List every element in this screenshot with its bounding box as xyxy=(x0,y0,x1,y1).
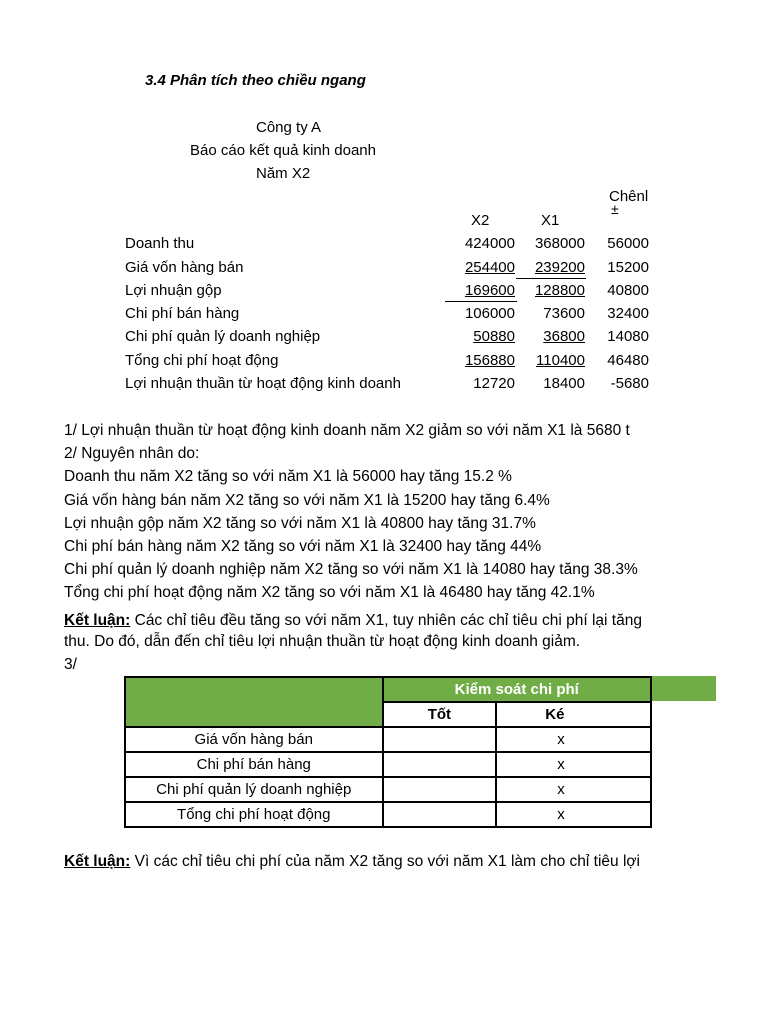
table-row-label: Chi phí quản lý doanh nghiệp xyxy=(125,777,383,802)
row-label: Lợi nhuận thuần từ hoạt động kinh doanh xyxy=(125,375,401,392)
final-conclusion-label: Kết luận: xyxy=(64,853,131,870)
row-diff-value: 14080 xyxy=(607,328,649,345)
row-x2-value: 156880 xyxy=(464,352,515,369)
table-row xyxy=(125,802,651,827)
col-header-x1: X1 xyxy=(541,212,560,229)
row-label: Tổng chi phí hoạt động xyxy=(125,352,279,369)
table-cell-good xyxy=(383,727,497,752)
table-cell-bad: x xyxy=(496,727,651,752)
row-x1-value: 36800 xyxy=(543,328,585,345)
row-x1-value: 239200 xyxy=(534,259,585,276)
table-cell-bad: x xyxy=(496,777,651,802)
analysis-point-3: 3/ xyxy=(64,656,77,673)
row-x1-value: 73600 xyxy=(543,305,585,322)
col-header-bad: Ké xyxy=(496,702,651,727)
company-name: Công ty A xyxy=(256,119,322,136)
section-heading: 3.4 Phân tích theo chiều ngang xyxy=(145,72,366,89)
table-cell-good xyxy=(383,802,497,827)
table-cell-bad: x xyxy=(496,752,651,777)
underline-rule xyxy=(516,278,586,279)
table-row xyxy=(125,777,651,802)
control-group-header: Kiểm soát chi phí xyxy=(383,677,651,702)
table-cell-good xyxy=(383,752,497,777)
cause-line: Chi phí bán hàng năm X2 tăng so với năm X1 là 32400 hay tăng 44% xyxy=(64,538,542,555)
cause-line: Tổng chi phí hoạt động năm X2 tăng so với năm X1 là 46480 hay tăng 42.1% xyxy=(64,584,595,601)
row-diff-value: -5680 xyxy=(610,375,649,392)
col-header-good: Tốt xyxy=(383,702,497,727)
col-header-x2: X2 xyxy=(471,212,490,229)
row-label: Lợi nhuận gộp xyxy=(125,282,222,299)
row-diff-value: 15200 xyxy=(607,259,649,276)
conclusion-text: Các chỉ tiêu đều tăng so với năm X1, tuy nhiên các chỉ tiêu chi phí lại tăng xyxy=(130,612,642,629)
row-x2-value: 12720 xyxy=(473,375,515,392)
table-row-label: Giá vốn hàng bán xyxy=(125,727,383,752)
row-x2-value: 254400 xyxy=(464,259,515,276)
cause-line: Lợi nhuận gộp năm X2 tăng so với năm X1 là 40800 hay tăng 31.7% xyxy=(64,515,536,532)
report-title: Báo cáo kết quả kinh doanh xyxy=(190,142,376,159)
cost-control-table xyxy=(124,676,652,828)
row-x1-value: 18400 xyxy=(543,375,585,392)
cause-line: Chi phí quản lý doanh nghiệp năm X2 tăng so với năm X1 là 14080 hay tăng 38.3% xyxy=(64,561,638,578)
row-diff-value: 46480 xyxy=(607,352,649,369)
row-x2-value: 106000 xyxy=(464,305,515,322)
analysis-point-2: 2/ Nguyên nhân do: xyxy=(64,445,200,462)
row-label: Doanh thu xyxy=(125,235,195,252)
row-x1-value: 128800 xyxy=(534,282,585,299)
table-cell-good xyxy=(383,777,497,802)
conclusion-label: Kết luận: xyxy=(64,612,131,629)
conclusion-paragraph xyxy=(64,612,642,630)
report-year: Năm X2 xyxy=(256,165,311,182)
table-row xyxy=(125,727,651,752)
table-row xyxy=(125,752,651,777)
row-diff-value: 32400 xyxy=(607,305,649,322)
table-row-label: Tổng chi phí hoạt động xyxy=(125,802,383,827)
row-diff-value: 56000 xyxy=(607,235,649,252)
cause-line: Giá vốn hàng bán năm X2 tăng so với năm X1 là 15200 hay tăng 6.4% xyxy=(64,492,550,509)
row-label: Chi phí bán hàng xyxy=(125,305,240,322)
cause-line: Doanh thu năm X2 tăng so với năm X1 là 56000 hay tăng 15.2 % xyxy=(64,468,512,485)
table-cell-bad: x xyxy=(496,802,651,827)
col-header-diff: Chênl xyxy=(609,188,649,205)
row-x1-value: 368000 xyxy=(534,235,585,252)
row-label: Giá vốn hàng bán xyxy=(125,259,244,276)
row-x2-value: 424000 xyxy=(464,235,515,252)
conclusion-line-2: thu. Do đó, dẫn đến chỉ tiêu lợi nhuận thuần từ hoạt động kinh doanh giảm. xyxy=(64,633,581,650)
row-x1-value: 110400 xyxy=(536,352,585,369)
final-conclusion xyxy=(64,853,640,871)
row-x2-value: 169600 xyxy=(464,282,515,299)
row-label: Chi phí quản lý doanh nghiệp xyxy=(125,328,321,345)
table-corner-cell xyxy=(125,677,383,727)
row-diff-value: 40800 xyxy=(607,282,649,299)
underline-rule xyxy=(445,301,517,302)
final-conclusion-text: Vì các chỉ tiêu chi phí của năm X2 tăng so với năm X1 làm cho chỉ tiêu lợi xyxy=(130,853,640,870)
row-x2-value: 50880 xyxy=(473,328,515,345)
col-header-diff-sub: ± xyxy=(611,201,619,217)
analysis-point-1: 1/ Lợi nhuận thuần từ hoạt động kinh doanh năm X2 giảm so với năm X1 là 5680 t xyxy=(64,422,630,439)
table-row-label: Chi phí bán hàng xyxy=(125,752,383,777)
